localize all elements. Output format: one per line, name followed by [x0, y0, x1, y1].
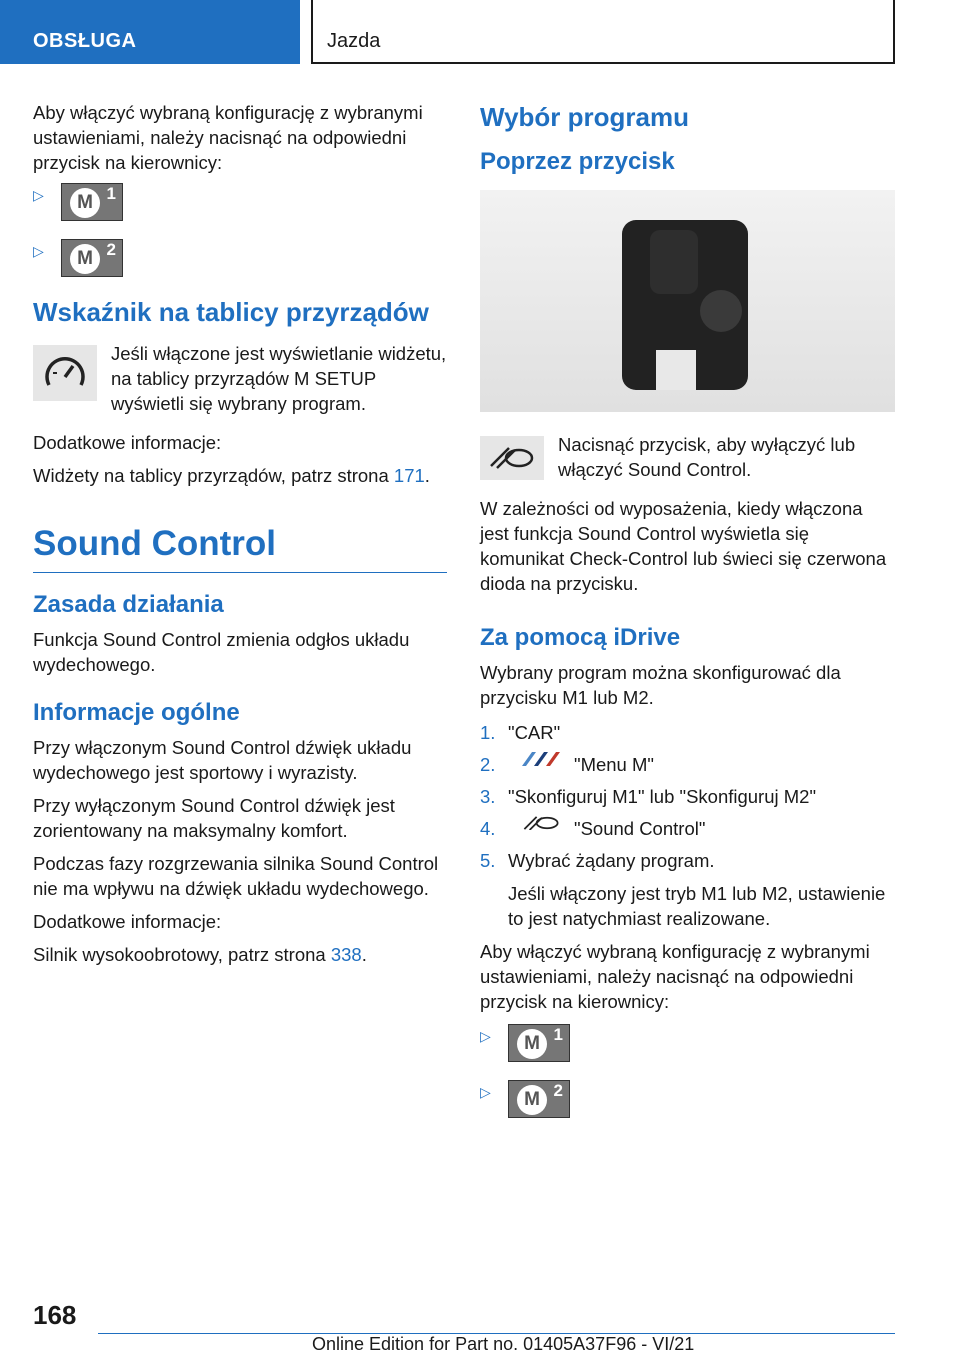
heading-sound-control: Sound Control	[33, 522, 447, 573]
list-item	[480, 848, 895, 873]
steering-button-m1-item	[33, 183, 447, 229]
step-number: 5.	[480, 850, 496, 871]
gauge-icon	[33, 345, 97, 401]
header-chapter-box	[311, 0, 895, 64]
principle-text: Funkcja Sound Control zmienia odgłos układu wydechowego.	[33, 629, 410, 675]
gear-lever-icon	[650, 230, 698, 294]
indicator-note	[33, 341, 447, 416]
palm-rest	[656, 350, 696, 390]
step-text: "Menu M"	[574, 754, 654, 775]
m-number: 1	[106, 184, 116, 203]
header-section-label: OBSŁUGA	[33, 30, 137, 52]
heading-principle: Zasada działania	[33, 591, 224, 618]
step-number: 2.	[480, 754, 496, 775]
idrive-text: Wybrany program można skonfigurować dla przycisku M1 lub M2.	[480, 662, 841, 708]
m-letter: M	[70, 188, 100, 218]
outro-paragraph: Aby włączyć wybraną konfigurację z wybranymi ustawieniami, należy nacisnąć na odpowiedni przycisk na kierownicy:	[480, 941, 870, 1012]
m-letter: M	[70, 244, 100, 274]
more-info-label: Dodatkowe informacje:	[33, 432, 222, 453]
steering-button-m2-item	[33, 239, 447, 285]
m2-button-icon	[508, 1080, 570, 1118]
list-item	[480, 816, 895, 841]
bullet-triangle-icon: ▷	[480, 1028, 491, 1044]
list-item	[480, 784, 895, 809]
header-section-tab	[0, 0, 300, 64]
m-letter: M	[517, 1085, 547, 1115]
sound-control-icon	[516, 816, 566, 830]
general-paragraph-1: Przy włączonym Sound Control dźwięk układu wydechowego jest sportowy i wyrazisty.	[33, 737, 412, 783]
engine-page-link[interactable]: 338	[330, 944, 362, 965]
step-text: "Skonfiguruj M1" lub "Skonfiguruj M2"	[508, 786, 817, 807]
m-stripes-icon	[516, 752, 566, 766]
right-column	[480, 100, 895, 1136]
sound-control-icon	[480, 436, 544, 480]
intro-paragraph: Aby włączyć wybraną konfigurację z wybranymi ustawieniami, należy nacisnąć na odpowiedni przycisk na kierownicy:	[33, 102, 423, 173]
bullet-triangle-icon: ▷	[33, 243, 44, 259]
list-item	[480, 720, 895, 745]
steps-list	[480, 720, 895, 873]
heading-by-button: Poprzez przycisk	[480, 148, 675, 175]
equipment-text: W zależności od wyposażenia, kiedy włączona jest funkcja Sound Control wyświetla się komunikat Check-Control lub świeci się czerwona dioda na przycisku.	[480, 498, 887, 594]
indicator-text: Jeśli włączone jest wyświetlanie widżetu, na tablicy przyrządów M SETUP wyświetli się wybrany program.	[111, 343, 447, 414]
left-column	[33, 100, 447, 975]
idrive-knob-icon	[700, 290, 742, 332]
step-number: 1.	[480, 722, 496, 743]
more-info-label: Dodatkowe informacje:	[33, 911, 222, 932]
widgets-page-link[interactable]: 171	[393, 465, 425, 486]
general-paragraph-2: Przy wyłączonym Sound Control dźwięk jest zorientowany na maksymalny komfort.	[33, 795, 395, 841]
press-text: Nacisnąć przycisk, aby wyłączyć lub włączyć Sound Control.	[558, 434, 856, 480]
heading-general: Informacje ogólne	[33, 699, 240, 726]
m1-button-icon	[508, 1024, 570, 1062]
general-paragraph-3: Podczas fazy rozgrzewania silnika Sound Control nie ma wpływu na dźwięk układu wydechowego.	[33, 853, 439, 899]
engine-reference: Silnik wysokoobrotowy, patrz strona 338.	[33, 944, 367, 965]
engine-text: Silnik wysokoobrotowy, patrz strona	[33, 944, 331, 965]
widgets-reference: Widżety na tablicy przyrządów, patrz strona 171.	[33, 465, 430, 486]
step-text: "Sound Control"	[574, 818, 706, 839]
step5-note: Jeśli włączony jest tryb M1 lub M2, ustawienie to jest natychmiast realizowane.	[508, 883, 886, 929]
m-letter: M	[517, 1029, 547, 1059]
step-number: 3.	[480, 786, 496, 807]
press-note	[480, 432, 895, 482]
footer-edition: Online Edition for Part no. 01405A37F96 - VI/21	[312, 1334, 695, 1354]
heading-indicator: Wskaźnik na tablicy przyrządów	[33, 297, 429, 327]
step-number: 4.	[480, 818, 496, 839]
step-text: "CAR"	[508, 722, 561, 743]
console-panel	[622, 220, 748, 390]
bullet-triangle-icon: ▷	[480, 1084, 491, 1100]
heading-idrive: Za pomocą iDrive	[480, 624, 681, 651]
m1-button-icon	[61, 183, 123, 221]
header-chapter-label: Jazda	[327, 30, 381, 52]
step-text: Wybrać żądany program.	[508, 850, 715, 871]
m-number: 1	[553, 1025, 563, 1044]
steering-button-m2-item	[480, 1080, 895, 1126]
steering-button-m1-item	[480, 1024, 895, 1070]
bullet-triangle-icon: ▷	[33, 187, 44, 203]
list-item	[480, 752, 895, 777]
page-number: 168	[33, 1300, 77, 1330]
m-number: 2	[553, 1081, 563, 1100]
widgets-text: Widżety na tablicy przyrządów, patrz strona	[33, 465, 394, 486]
m-number: 2	[106, 240, 116, 259]
m2-button-icon	[61, 239, 123, 277]
center-console-photo	[480, 190, 895, 412]
heading-program: Wybór programu	[480, 102, 689, 132]
